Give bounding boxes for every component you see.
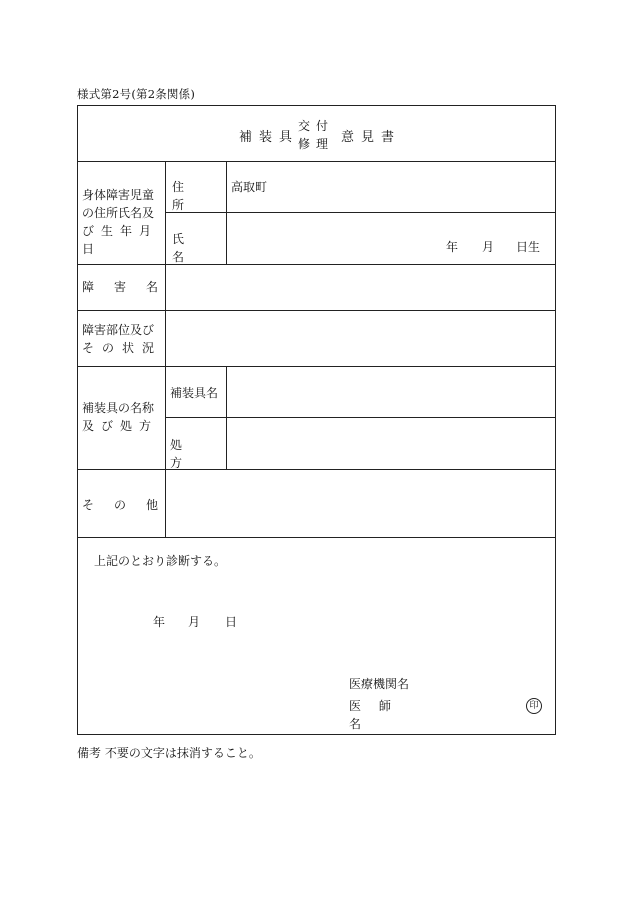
- birth-month: 月: [482, 240, 495, 254]
- device-section-label: [82, 399, 158, 435]
- institution-label: 医療機関名: [349, 677, 410, 691]
- title-option-issue: 交付: [298, 119, 335, 133]
- diagnosis-statement: 上記のとおり診断する。: [94, 554, 227, 568]
- child-label-line-1: 身体障害児童: [82, 188, 155, 202]
- diagnosis-day: 日: [225, 615, 238, 629]
- footnote: 備考 不要の文字は抹消すること。: [77, 746, 261, 760]
- doctor-label: 医 師 名: [349, 699, 391, 731]
- child-info-label: [82, 186, 160, 258]
- birth-year: 年: [446, 240, 459, 254]
- title-options: [298, 117, 334, 153]
- diagnosis-year: 年: [153, 615, 166, 629]
- device-label-line-2: 及び処方: [82, 419, 159, 433]
- disability-site-line-2: その状況: [82, 341, 163, 355]
- disability-site-line-1: 障害部位及び: [82, 323, 155, 337]
- address-label: 住 所: [172, 180, 185, 212]
- form-number: 様式第2号(第2条関係): [77, 87, 196, 101]
- device-label-line-1: 補装具の名称: [82, 401, 155, 415]
- seal-mark: 印: [526, 698, 542, 714]
- disability-site-label: [82, 321, 162, 357]
- address-value: 高取町: [231, 180, 268, 194]
- child-label-line-3: び生年月日: [82, 224, 159, 256]
- other-label: その他: [82, 498, 179, 512]
- disability-name-label: 障害名: [82, 280, 179, 294]
- child-label-line-2: の住所氏名及: [82, 206, 155, 220]
- title-option-repair: 修理: [298, 137, 335, 151]
- device-name-label: 補装具名: [170, 386, 219, 400]
- title-device: 補装具: [239, 130, 300, 145]
- name-label: 氏 名: [172, 232, 185, 264]
- prescription-label: 処 方: [170, 438, 183, 470]
- title-opinion: 意見書: [341, 130, 402, 145]
- diagnosis-month: 月: [188, 615, 201, 629]
- birth-day: 日生: [516, 240, 541, 254]
